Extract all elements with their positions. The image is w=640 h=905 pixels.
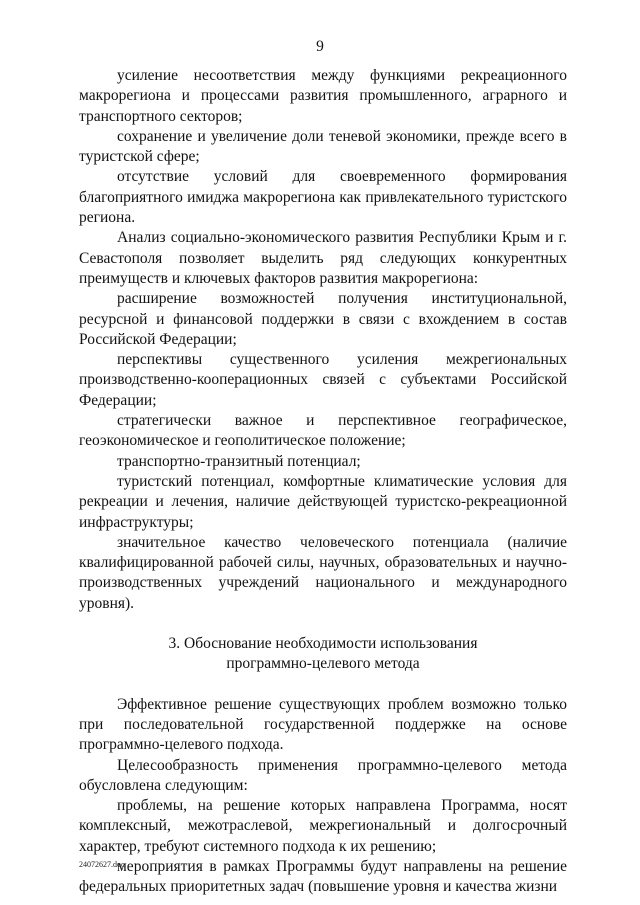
paragraph: туристский потенциал, комфортные климатические условия для рекреации и лечения, наличие действующей туристско-рекреационной инфраструктуры; — [79, 472, 567, 531]
paragraph: усиление несоответствия между функциями рекреационного макрорегиона и процессами развития промышленного, аграрного и транспортного секторов; — [79, 67, 567, 125]
paragraph: стратегически важное и перспективное географическое, геоэкономическое и геополитическое положение; — [79, 412, 567, 450]
paragraph: Анализ социально-экономического развития Республики Крым и г. Севастополя позволяет выделить ряд следующих конкурентных преимуществ и ключевых факторов развития макрорегиона: — [79, 229, 567, 287]
footer-filename: 24072627.doc — [79, 860, 125, 869]
paragraph: Целесообразность применения программно-целевого метода обусловлена следующим: — [79, 756, 567, 794]
document-body — [79, 66, 567, 898]
section-heading-line: 3. Обоснование необходимости использования — [168, 635, 478, 653]
paragraph: Эффективное решение существующих проблем возможно только при последовательной государственной поддержке на основе программно-целевого подхода. — [79, 695, 567, 754]
paragraph: проблемы, на решение которых направлена Программа, носят комплексный, межотраслевой, межрегиональный и долгосрочный характер, требуют системного подхода к их решению; — [79, 797, 567, 855]
paragraph: транспортно-транзитный потенциал; — [117, 452, 361, 470]
section-heading-line: программно-целевого метода — [226, 655, 420, 673]
paragraph: отсутствие условий для своевременного формирования благоприятного имиджа макрорегиона как привлекательного туристского региона. — [79, 168, 567, 227]
paragraph: расширение возможностей получения институциональной, ресурсной и финансовой поддержки в связи с вхождением в состав Российской Федерации; — [79, 290, 567, 348]
paragraph: сохранение и увеличение доли теневой экономики, прежде всего в туристской сфере; — [79, 127, 567, 166]
paragraph: перспективы существенного усиления межрегиональных производственно-кооперационных связей с субъектами Российской Федерации; — [79, 351, 567, 409]
section-heading — [79, 634, 567, 675]
paragraph: мероприятия в рамках Программы будут направлены на решение федеральных приоритетных задач (повышение уровня и качества жизни — [79, 857, 567, 896]
paragraph: значительное качество человеческого потенциала (наличие квалифицированной рабочей силы, научных, образовательных и научно-производственных учреждений национального и международного уровня). — [79, 533, 567, 612]
page-number: 9 — [316, 38, 324, 55]
